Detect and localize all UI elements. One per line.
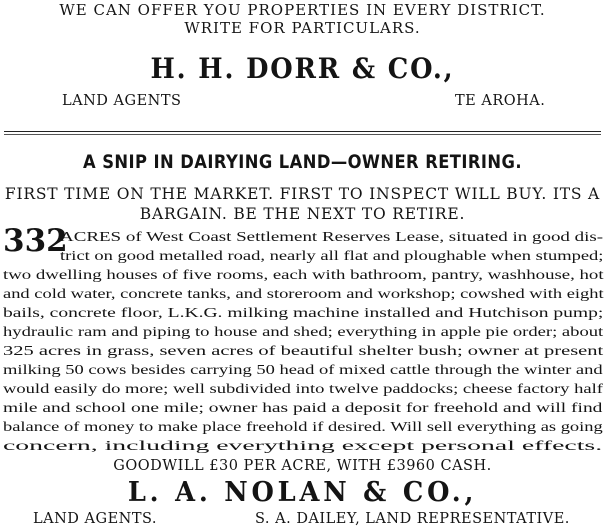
firm-dorr-location: TE AROHA. <box>455 93 546 109</box>
firm-name-nolan: L. A. NOLAN & CO., <box>127 477 478 508</box>
ad-body-line: hydraulic ram and piping to house and shed; everything in apple pie order; about <box>3 325 604 340</box>
ad-body-line: would easily do more; well subdivided into twelve paddocks; cheese factory half <box>3 382 603 397</box>
goodwill-price: GOODWILL £30 PER ACRE, WITH £3960 CASH. <box>113 458 492 474</box>
ad-subline-1: FIRST TIME ON THE MARKET. FIRST TO INSPECT WILL BUY. ITS A <box>4 185 601 203</box>
section-divider <box>4 131 601 132</box>
header-line-2: WRITE FOR PARTICULARS. <box>184 19 421 37</box>
ad-subline-2: BARGAIN. BE THE NEXT TO RETIRE. <box>139 205 466 223</box>
ad-body-line: and cold water, concrete tanks, and storeroom and workshop; cowshed with eight <box>3 287 604 302</box>
ad-body-line: balance of money to make place freehold if desired. Will sell everything as going <box>3 420 603 435</box>
header-line-1: WE CAN OFFER YOU PROPERTIES IN EVERY DISTRICT. <box>59 1 546 19</box>
acreage-number: 332 <box>3 223 68 259</box>
ad-body-line: 325 acres in grass, seven acres of beautiful shelter bush; owner at present <box>3 344 604 359</box>
firm-dorr-role: LAND AGENTS <box>62 93 182 109</box>
ad-headline: A SNIP IN DAIRYING LAND—OWNER RETIRING. <box>82 151 522 173</box>
section-divider-thin <box>4 134 601 135</box>
ad-body-line: milking 50 cows besides carrying 50 head of mixed cattle through the winter and <box>3 363 603 378</box>
firm-nolan-representative: S. A. DAILEY, LAND REPRESENTATIVE. <box>255 511 570 527</box>
ad-body-line: concern, including everything except personal effects. <box>3 439 603 454</box>
firm-name-dorr: H. H. DORR & CO., <box>150 52 455 85</box>
ad-body-line: trict on good metalled road, nearly all flat and ploughable when stumped; <box>60 249 604 264</box>
ad-body-line: mile and school one mile; owner has paid a deposit for freehold and will find <box>3 401 603 416</box>
ad-body-line: two dwelling houses of five rooms, each with bathroom, pantry, washhouse, hot <box>3 268 604 283</box>
firm-nolan-role: LAND AGENTS. <box>33 511 158 527</box>
ad-body-line: ACRES of West Coast Settlement Reserves Lease, situated in good dis- <box>60 230 604 245</box>
ad-body-line: bails, concrete floor, L.K.G. milking machine installed and Hutchison pump; <box>3 306 604 321</box>
